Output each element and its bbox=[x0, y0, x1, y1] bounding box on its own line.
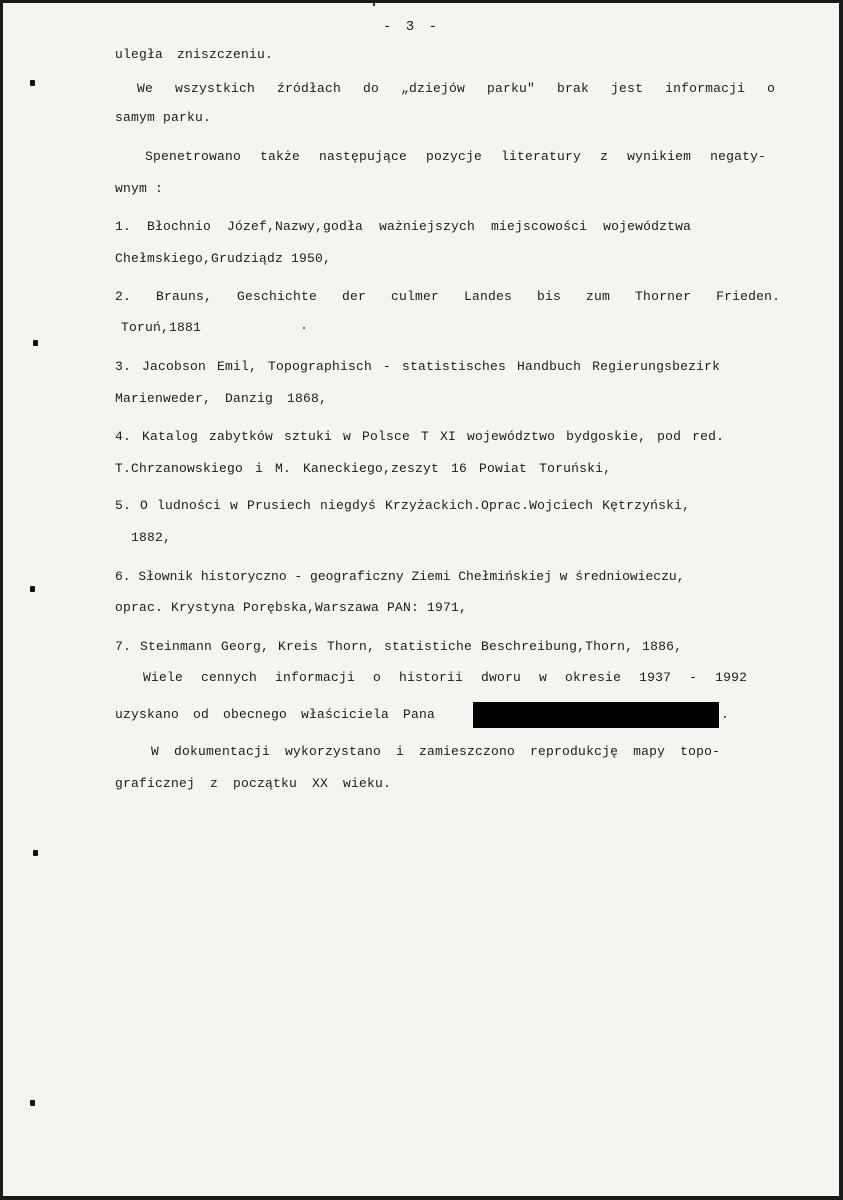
text-line: Marienweder, Danzig 1868, bbox=[115, 391, 328, 406]
text-line: W dokumentacji wykorzystano i zamieszczono reprodukcję mapy topo- bbox=[151, 744, 721, 759]
text-line: 3. Jacobson Emil, Topographisch - statistisches Handbuch Regierungsbezirk bbox=[115, 359, 721, 374]
text-line: uzyskano od obecnego właściciela Pana bbox=[115, 707, 436, 722]
text-line: 2. Brauns, Geschichte der culmer Landes bis zum Thorner Frieden. bbox=[115, 289, 781, 304]
text-line: 6. Słownik historyczno - geograficzny Ziemi Chełmińskiej w średniowieczu, bbox=[115, 569, 685, 584]
punch-mark bbox=[30, 586, 35, 592]
text-line: 5. O ludności w Prusiech niegdyś Krzyżackich.Oprac.Wojciech Kętrzyński, bbox=[115, 498, 691, 513]
edge-mark bbox=[373, 3, 375, 6]
text-line: 7. Steinmann Georg, Kreis Thorn, statistiche Beschreibung,Thorn, 1886, bbox=[115, 639, 683, 654]
text-line: Wiele cennych informacji o historii dworu w okresie 1937 - 1992 bbox=[143, 670, 748, 685]
punch-mark bbox=[30, 80, 35, 86]
punch-mark bbox=[33, 340, 38, 346]
page-number: - 3 - bbox=[383, 19, 441, 35]
redaction-block bbox=[473, 702, 719, 728]
text-line: uległa zniszczeniu. bbox=[115, 47, 274, 62]
text-line: wnym : bbox=[115, 181, 164, 196]
text-line: 1882, bbox=[131, 530, 172, 545]
text-line: . bbox=[721, 707, 730, 722]
text-line: Toruń,1881 bbox=[121, 320, 202, 335]
text-line: Chełmskiego,Grudziądz 1950, bbox=[115, 251, 332, 266]
text-line: oprac. Krystyna Porębska,Warszawa PAN: 1971, bbox=[115, 600, 468, 615]
punch-mark bbox=[33, 850, 38, 856]
paper-speck bbox=[303, 327, 305, 329]
text-line: Spenetrowano także następujące pozycje literatury z wynikiem negaty- bbox=[145, 149, 767, 164]
text-line: We wszystkich źródłach do „dziejów parku" brak jest informacji o bbox=[137, 81, 776, 96]
document-page bbox=[3, 3, 839, 1196]
text-line: samym parku. bbox=[115, 110, 212, 125]
text-line: 1. Błochnio Józef,Nazwy,godła ważniejszych miejscowości województwa bbox=[115, 219, 692, 234]
text-line: 4. Katalog zabytków sztuki w Polsce T XI województwo bydgoskie, pod red. bbox=[115, 429, 725, 444]
text-line: T.Chrzanowskiego i M. Kaneckiego,zeszyt 16 Powiat Toruński, bbox=[115, 461, 612, 476]
punch-mark bbox=[30, 1100, 35, 1106]
text-line: graficznej z początku XX wieku. bbox=[115, 776, 392, 791]
